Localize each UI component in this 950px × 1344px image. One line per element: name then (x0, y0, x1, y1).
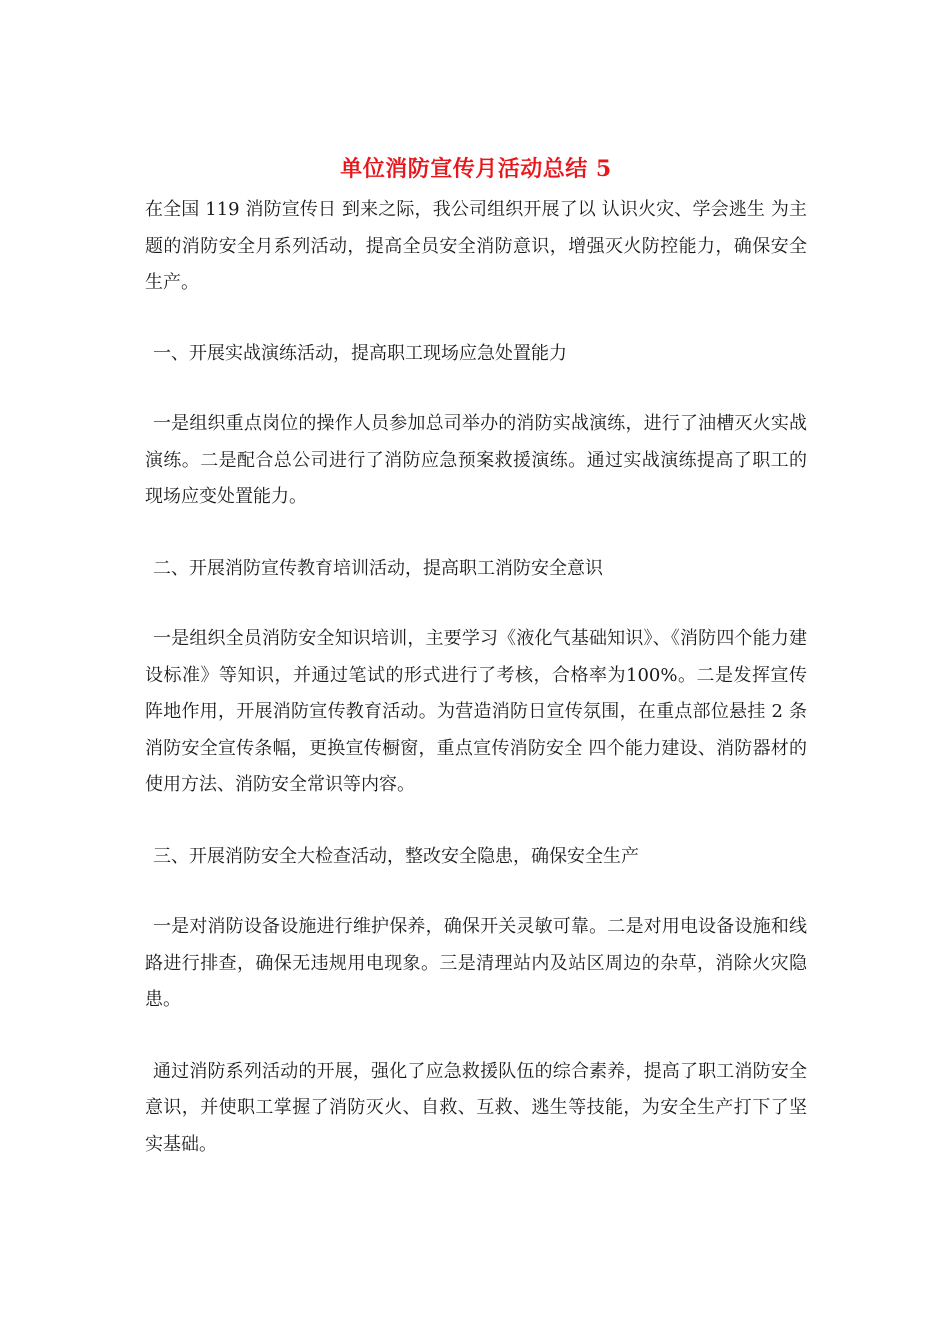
section-1-text: 一是组织重点岗位的操作人员参加总司举办的消防实战演练，进行了油槽灭火实战演练。二是配合总公司进行了消防应急预案救援演练。通过实战演练提高了职工的现场应变处置能力。 (145, 413, 807, 507)
document-title: 单位消防宣传月活动总结 5 (340, 156, 612, 182)
intro-paragraph: 在全国 119 消防宣传日 到来之际，我公司组织开展了以 认识火灾、学会逃生 为主题的消防安全月系列活动，提高全员安全消防意识，增强灭火防控能力，确保安全生产。 (145, 199, 807, 293)
section-1-body (145, 406, 807, 516)
section-2-body (145, 621, 807, 804)
conclusion-text: 通过消防系列活动的开展，强化了应急救援队伍的综合素养，提高了职工消防安全意识，并使职工掌握了消防灭火、自救、互救、逃生等技能，为安全生产打下了坚实基础。 (145, 1060, 807, 1155)
conclusion-paragraph (145, 1054, 807, 1164)
section-2-text: 一是组织全员消防安全知识培训，主要学习《液化气基础知识》、《消防四个能力建设标准》等知识，并通过笔试的形式进行了考核，合格率为100%。二是发挥宣传阵地作用，开展消防宣传教育活动。为营造消防日宣传氛围，在重点部位悬挂 2 条消防安全宣传条幅，更换宣传橱窗，重点宣传消防安全 四个能力建设、消防器材的使用方法、消防安全常识等内容。 (145, 628, 807, 795)
section-3-body (145, 909, 807, 1019)
document-page (145, 152, 807, 1198)
section-2-heading: 二、开展消防宣传教育培训活动，提高职工消防安全意识 (153, 557, 603, 579)
section-3-text: 一是对消防设备设施进行维护保养，确保开关灵敏可靠。二是对用电设备设施和线路进行排查，确保无违规用电现象。三是清理站内及站区周边的杂草，消除火灾隐患。 (145, 916, 807, 1010)
section-3-heading: 三、开展消防安全大检查活动，整改安全隐患，确保安全生产 (153, 845, 639, 867)
section-1-heading: 一、开展实战演练活动，提高职工现场应急处置能力 (153, 342, 567, 364)
